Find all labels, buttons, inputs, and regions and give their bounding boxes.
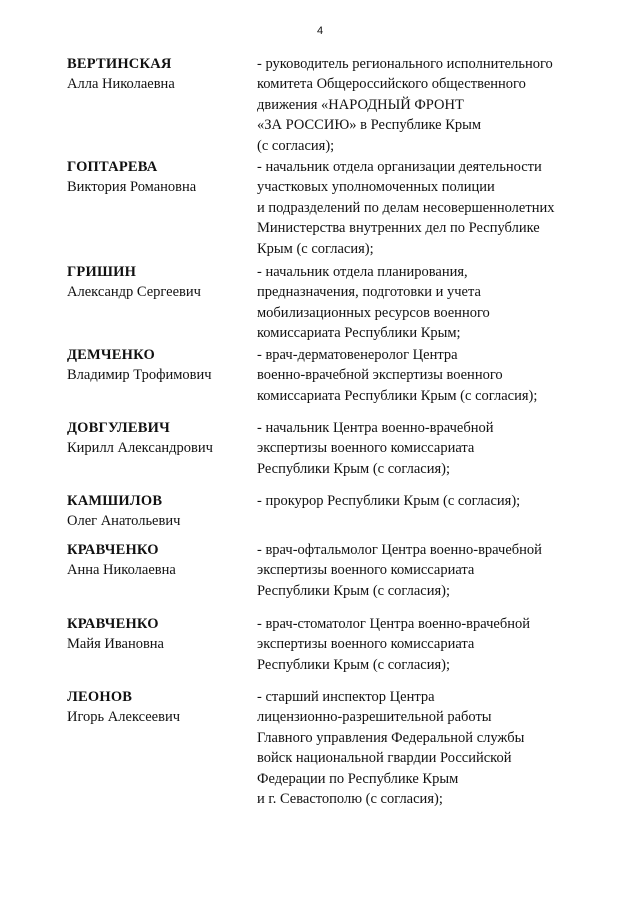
member-surname: ДОВГУЛЕВИЧ xyxy=(67,420,170,436)
position-line: «ЗА РОССИЮ» в Республике Крым xyxy=(257,117,482,134)
member-person xyxy=(67,54,247,94)
member-given-name: Майя Ивановна xyxy=(67,636,164,652)
position-line: Главного управления Федеральной службы xyxy=(257,729,525,746)
member-position xyxy=(257,614,587,675)
member-surname: ВЕРТИНСКАЯ xyxy=(67,56,172,72)
position-line: - начальник отдела планирования, xyxy=(257,264,468,280)
position-line: движения «НАРОДНЫЙ ФРОНТ xyxy=(257,96,464,113)
member-position xyxy=(257,540,587,601)
member-position xyxy=(257,345,587,406)
position-line: и г. Севастополю (с согласия); xyxy=(257,791,443,808)
position-line: Республики Крым (с согласия); xyxy=(257,460,451,477)
member-person xyxy=(67,614,247,654)
position-line: - начальник Центра военно-врачебной xyxy=(257,420,494,436)
position-line: Республики Крым (с согласия); xyxy=(257,656,451,673)
member-position xyxy=(257,157,587,259)
member-person xyxy=(67,345,247,385)
member-given-name: Виктория Романовна xyxy=(67,179,197,195)
position-line: - врач-офтальмолог Центра военно-врачебной xyxy=(257,542,542,558)
member-surname: ГОПТАРЕВА xyxy=(67,159,158,175)
position-line: Республики Крым (с согласия); xyxy=(257,582,451,599)
member-person xyxy=(67,491,247,531)
position-line: экспертизы военного комиссариата xyxy=(257,440,475,457)
position-line: - начальник отдела организации деятельности xyxy=(257,159,542,175)
member-person xyxy=(67,540,247,580)
member-given-name: Олег Анатольевич xyxy=(67,513,181,529)
member-given-name: Александр Сергеевич xyxy=(67,284,201,300)
position-line: войск национальной гвардии Российской xyxy=(257,750,512,767)
position-line: участковых уполномоченных полиции xyxy=(257,179,495,196)
position-line: - старший инспектор Центра xyxy=(257,689,435,705)
position-line: комиссариата Республики Крым; xyxy=(257,325,461,342)
member-position xyxy=(257,687,587,809)
position-line: и подразделений по делам несовершеннолетних xyxy=(257,199,555,216)
member-given-name: Алла Николаевна xyxy=(67,76,175,92)
position-line: комиссариата Республики Крым (с согласия); xyxy=(257,387,538,404)
position-line: комитета Общероссийского общественного xyxy=(257,76,526,93)
member-position xyxy=(257,54,587,156)
member-position xyxy=(257,262,587,344)
member-surname: ГРИШИН xyxy=(67,264,137,280)
member-person xyxy=(67,262,247,302)
member-surname: КРАВЧЕНКО xyxy=(67,616,159,632)
member-given-name: Игорь Алексеевич xyxy=(67,709,181,725)
position-line: экспертизы военного комиссариата xyxy=(257,562,475,579)
position-line: лицензионно-разрешительной работы xyxy=(257,709,492,726)
position-line: - врач-стоматолог Центра военно-врачебной xyxy=(257,616,531,632)
member-given-name: Анна Николаевна xyxy=(67,562,176,578)
page-number: 4 xyxy=(316,25,324,37)
position-line: мобилизационных ресурсов военного xyxy=(257,304,490,321)
member-position xyxy=(257,491,587,511)
member-person xyxy=(67,157,247,197)
position-line: - прокурор Республики Крым (с согласия); xyxy=(257,493,521,509)
member-surname: ЛЕОНОВ xyxy=(67,689,133,705)
member-given-name: Владимир Трофимович xyxy=(67,367,212,383)
position-line: военно-врачебной экспертизы военного xyxy=(257,367,503,384)
member-person xyxy=(67,687,247,727)
member-surname: КАМШИЛОВ xyxy=(67,493,163,509)
position-line: - врач-дерматовенеролог Центра xyxy=(257,347,458,363)
member-person xyxy=(67,418,247,458)
member-position xyxy=(257,418,587,479)
position-line: Крым (с согласия); xyxy=(257,240,374,257)
member-given-name: Кирилл Александрович xyxy=(67,440,213,456)
position-line: (с согласия); xyxy=(257,137,335,154)
position-line: предназначения, подготовки и учета xyxy=(257,284,481,301)
position-line: экспертизы военного комиссариата xyxy=(257,636,475,653)
position-line: Министерства внутренних дел по Республике xyxy=(257,220,540,237)
position-line: Федерации по Республике Крым xyxy=(257,770,459,787)
member-surname: КРАВЧЕНКО xyxy=(67,542,159,558)
position-line: - руководитель регионального исполнительного xyxy=(257,56,553,72)
member-surname: ДЕМЧЕНКО xyxy=(67,347,155,363)
